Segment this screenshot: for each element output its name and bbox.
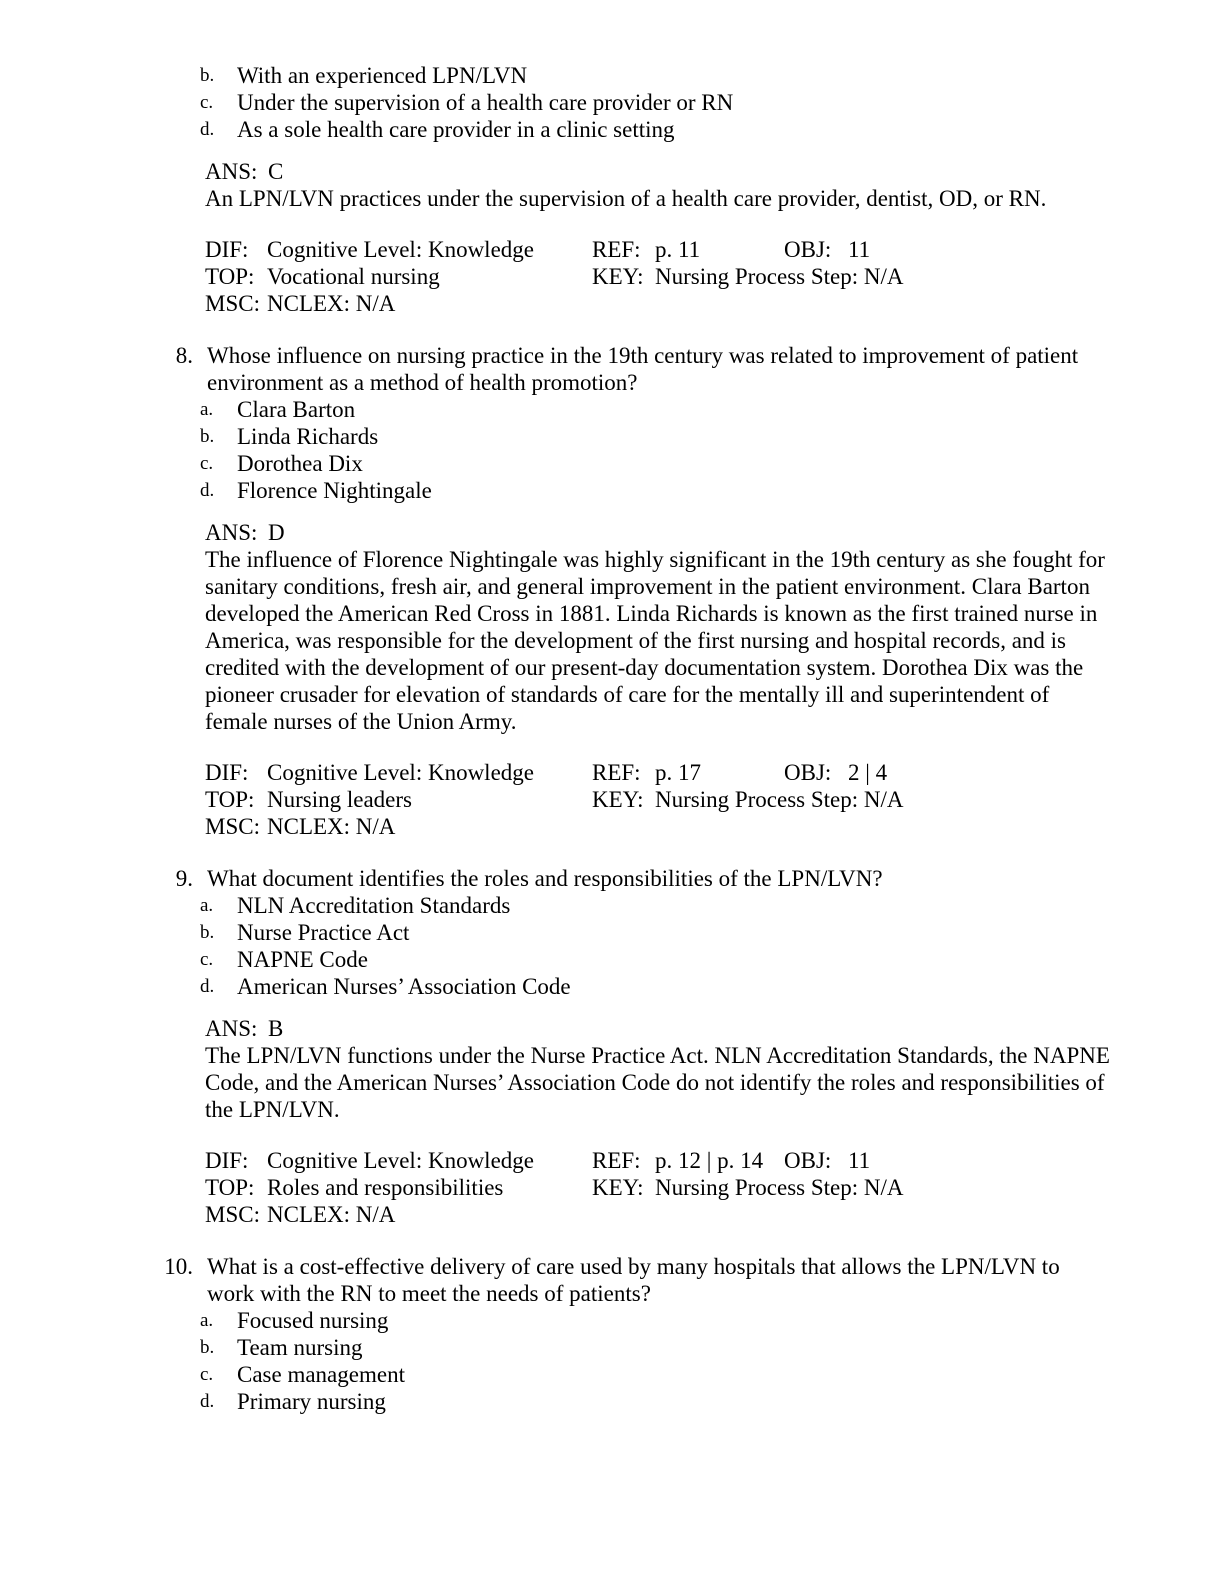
top-value: Vocational nursing (267, 264, 440, 289)
meta-table (205, 236, 1112, 317)
obj-label: OBJ: (784, 1148, 832, 1173)
question-head (155, 1253, 1112, 1307)
option-letter: a. (200, 895, 214, 916)
rationale-text: The LPN/LVN functions under the Nurse Practice Act. NLN Accreditation Standards, the NAPNE Code, and the American Nurses’ Association Code do not identify the roles and responsibilities of the LPN/LVN. (205, 1043, 1110, 1122)
msc-value: NCLEX: N/A (267, 291, 396, 316)
answer-section (205, 519, 1112, 735)
option-letter: c. (200, 92, 214, 113)
obj-value: 11 (848, 1148, 871, 1173)
option-row (200, 89, 1112, 116)
top-value: Roles and responsibilities (267, 1175, 504, 1200)
option-letter: c. (200, 1364, 214, 1385)
answer-options (200, 396, 1112, 504)
key-label: KEY: (592, 264, 644, 289)
msc-value: NCLEX: N/A (267, 814, 396, 839)
option-row (200, 1334, 1112, 1361)
answer-options (200, 62, 1112, 143)
question-text: Whose influence on nursing practice in the 19th century was related to improvement of patient environment as a method of health promotion? (207, 343, 1079, 395)
option-letter: c. (200, 949, 214, 970)
option-text: As a sole health care provider in a clinic setting (237, 117, 675, 142)
dif-label: DIF: (205, 237, 249, 262)
option-letter: d. (200, 119, 215, 140)
obj-value: 2 | 4 (848, 760, 888, 785)
msc-label: MSC: (205, 1202, 260, 1227)
option-row (200, 1388, 1112, 1415)
option-row (200, 450, 1112, 477)
option-letter: b. (200, 65, 215, 86)
msc-value: NCLEX: N/A (267, 1202, 396, 1227)
option-row (200, 477, 1112, 504)
msc-label: MSC: (205, 291, 260, 316)
option-text: NLN Accreditation Standards (237, 893, 511, 918)
ref-value: p. 17 (655, 760, 701, 785)
option-letter: d. (200, 1391, 215, 1412)
meta-table (205, 1147, 1112, 1228)
option-letter: d. (200, 480, 215, 501)
question-head (155, 865, 1112, 892)
key-label: KEY: (592, 1175, 644, 1200)
dif-label: DIF: (205, 760, 249, 785)
rationale-text: The influence of Florence Nightingale was highly significant in the 19th century as she fought for sanitary conditions, fresh air, and general improvement in the patient environment. Clara Barton developed the American Red Cross in 1881. Linda Richards is known as the first trained nurse in America, was responsible for the development of the first nursing and hospital records, and is credited with the development of our present-day documentation system. Dorothea Dix was the pioneer crusader for elevation of standards of care for the mentally ill and superintendent of female nurses of the Union Army. (205, 547, 1105, 734)
key-value: Nursing Process Step: N/A (655, 1175, 904, 1200)
question-9 (155, 865, 1112, 1228)
option-text: Clara Barton (237, 397, 356, 422)
rationale-text: An LPN/LVN practices under the supervision of a health care provider, dentist, OD, or RN. (205, 186, 1047, 211)
answer-section (205, 1015, 1112, 1123)
option-row (200, 946, 1112, 973)
answer-value: B (268, 1016, 284, 1041)
question-number: 9. (175, 866, 193, 891)
key-value: Nursing Process Step: N/A (655, 264, 904, 289)
option-text: Nurse Practice Act (237, 920, 410, 945)
ref-value: p. 12 | p. 14 (655, 1148, 764, 1173)
question-text: What document identifies the roles and responsibilities of the LPN/LVN? (207, 866, 883, 891)
meta-table (205, 759, 1112, 840)
option-letter: d. (200, 976, 215, 997)
option-text: Primary nursing (237, 1389, 386, 1414)
key-value: Nursing Process Step: N/A (655, 787, 904, 812)
option-row (200, 919, 1112, 946)
answer-label: ANS: (205, 1016, 258, 1041)
question-8 (155, 342, 1112, 840)
question-number: 10. (164, 1254, 193, 1279)
option-letter: c. (200, 453, 214, 474)
option-letter: a. (200, 1310, 214, 1331)
question-fragment (155, 62, 1112, 317)
option-text: Team nursing (237, 1335, 363, 1360)
obj-label: OBJ: (784, 237, 832, 262)
question-number: 8. (175, 343, 193, 368)
answer-value: C (268, 159, 284, 184)
top-label: TOP: (205, 1175, 255, 1200)
option-letter: a. (200, 399, 214, 420)
option-letter: b. (200, 426, 215, 447)
option-row (200, 62, 1112, 89)
option-row (200, 116, 1112, 143)
option-row (200, 396, 1112, 423)
answer-line (205, 158, 1112, 185)
dif-value: Cognitive Level: Knowledge (267, 1148, 534, 1173)
msc-label: MSC: (205, 814, 260, 839)
answer-line (205, 519, 1112, 546)
obj-value: 11 (848, 237, 871, 262)
ref-label: REF: (592, 760, 641, 785)
option-row (200, 1361, 1112, 1388)
ref-label: REF: (592, 1148, 641, 1173)
answer-label: ANS: (205, 159, 258, 184)
option-text: Under the supervision of a health care provider or RN (237, 90, 734, 115)
question-head (155, 342, 1112, 396)
dif-value: Cognitive Level: Knowledge (267, 760, 534, 785)
option-text: With an experienced LPN/LVN (237, 63, 528, 88)
ref-label: REF: (592, 237, 641, 262)
option-text: Case management (237, 1362, 405, 1387)
option-row (200, 973, 1112, 1000)
option-letter: b. (200, 922, 215, 943)
answer-section (205, 158, 1112, 212)
answer-options (200, 892, 1112, 1000)
option-text: NAPNE Code (237, 947, 368, 972)
key-label: KEY: (592, 787, 644, 812)
question-text: What is a cost-effective delivery of care used by many hospitals that allows the LPN/LVN to work with the RN to meet the needs of patients? (207, 1254, 1060, 1306)
option-row (200, 1307, 1112, 1334)
option-text: American Nurses’ Association Code (237, 974, 571, 999)
dif-value: Cognitive Level: Knowledge (267, 237, 534, 262)
option-row (200, 892, 1112, 919)
option-text: Dorothea Dix (237, 451, 363, 476)
dif-label: DIF: (205, 1148, 249, 1173)
option-text: Florence Nightingale (237, 478, 432, 503)
answer-options (200, 1307, 1112, 1415)
option-text: Linda Richards (237, 424, 379, 449)
question-10 (155, 1253, 1112, 1415)
option-row (200, 423, 1112, 450)
answer-line (205, 1015, 1112, 1042)
top-label: TOP: (205, 787, 255, 812)
answer-label: ANS: (205, 520, 258, 545)
option-text: Focused nursing (237, 1308, 389, 1333)
obj-label: OBJ: (784, 760, 832, 785)
top-label: TOP: (205, 264, 255, 289)
top-value: Nursing leaders (267, 787, 412, 812)
answer-value: D (268, 520, 285, 545)
option-letter: b. (200, 1337, 215, 1358)
ref-value: p. 11 (655, 237, 701, 262)
